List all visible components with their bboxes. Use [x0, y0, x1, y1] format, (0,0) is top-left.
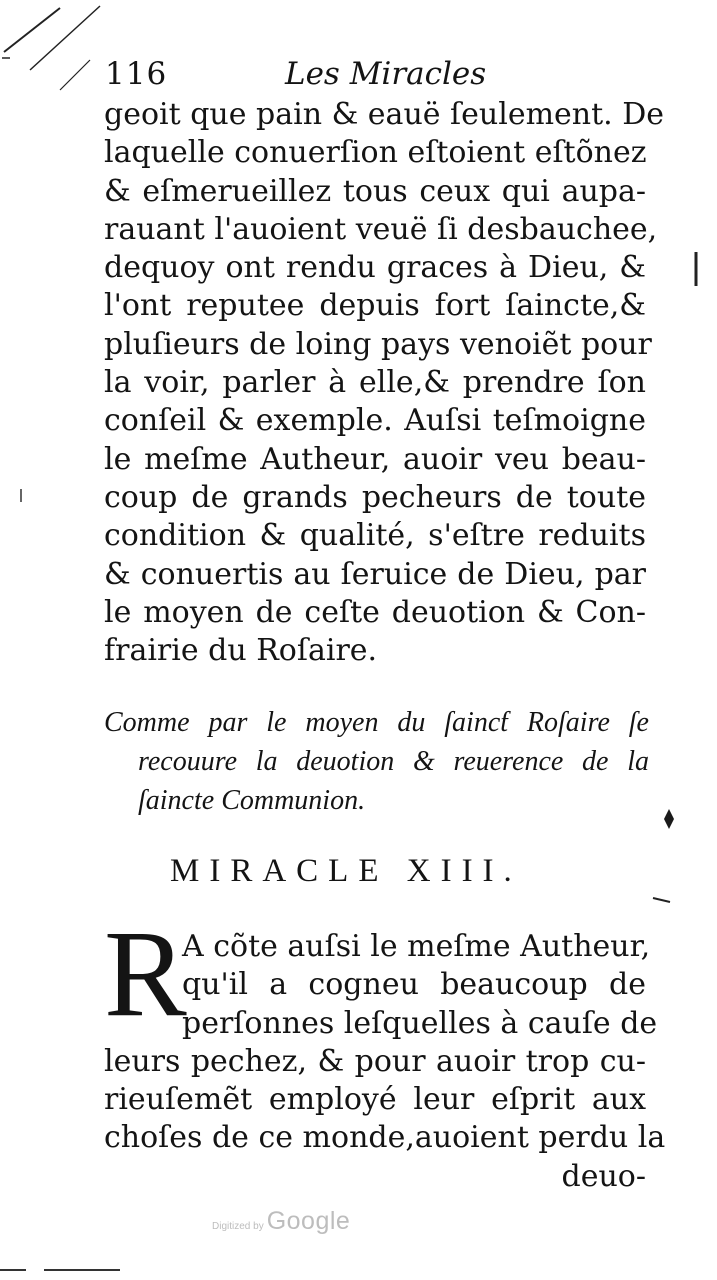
text-line: la voir, parler à elle,& prendre ſon: [104, 365, 646, 401]
text-line: condition & qualité, s'eſtre reduits: [104, 518, 646, 554]
text-line: rauant l'auoient veuë ſi desbauchee,: [104, 211, 658, 247]
text-line: l'ont reputee depuis fort ſaincte,&: [104, 288, 646, 324]
catchword: deuo-: [561, 1158, 646, 1194]
scan-corner-mark: [0, 0, 110, 95]
google-digitized-watermark: [212, 1207, 350, 1236]
digitized-by-label: Digitized by: [212, 1221, 264, 1232]
text-line: le meſme Autheur, auoir veu beau-: [104, 441, 646, 477]
text-line: leurs pechez, & pour auoir trop cu-: [104, 1043, 646, 1079]
running-title: Les Miracles: [285, 56, 487, 92]
text-line: & conuertis au ſeruice de Dieu, par: [104, 556, 646, 592]
heading-line: recouure la deuotion & reuerence de la: [138, 746, 649, 777]
google-logo-text: Google: [266, 1207, 351, 1235]
text-line: conſeil & exemple. Auſsi teſmoigne: [104, 403, 646, 439]
scan-dash: [652, 895, 672, 905]
text-line: A cõte auſsi le meſme Autheur,: [182, 929, 651, 964]
scan-tick: [18, 488, 24, 504]
text-line: frairie du Roſaire.: [104, 633, 378, 669]
text-line: geoit que pain & eauë ſeulement. De: [104, 97, 665, 132]
miracle-title: MIRACLE XIII.: [170, 853, 522, 889]
body-text: [104, 96, 665, 670]
scan-edge-mark: [690, 250, 702, 290]
text-line: & eſmerueillez tous ceux qui aupa-: [104, 173, 646, 209]
text-line: laquelle conuerſion eſtoient eſtõnez: [104, 135, 647, 171]
text-line: choſes de ce monde,auoient perdu la: [104, 1120, 666, 1156]
text-line: dequoy ont rendu graces à Dieu, &: [104, 250, 646, 286]
scan-speck: [662, 808, 676, 830]
page-number: 116: [105, 56, 168, 92]
running-header: [105, 56, 650, 100]
chapter-heading: [104, 704, 649, 821]
drop-cap: R: [104, 905, 187, 1042]
text-line: qu'il a cogneu beaucoup de: [182, 967, 646, 1003]
miracle-paragraph: [104, 928, 666, 1196]
scan-bottom-rule: [0, 1269, 26, 1271]
text-line: perſonnes leſquelles à cauſe de: [182, 1005, 658, 1041]
text-line: coup de grands pecheurs de toute: [104, 479, 646, 515]
scan-bottom-rule: [44, 1269, 120, 1271]
heading-line: ſaincte Communion.: [138, 785, 366, 816]
text-line: rieuſemẽt employé leur eſprit aux: [104, 1082, 646, 1118]
heading-line: Comme par le moyen du ſaincƭ Roſaire ſe: [104, 707, 649, 738]
text-line: pluſieurs de loing pays venoiẽt pour: [104, 326, 652, 362]
text-line: le moyen de ceſte deuotion & Con-: [104, 594, 646, 630]
